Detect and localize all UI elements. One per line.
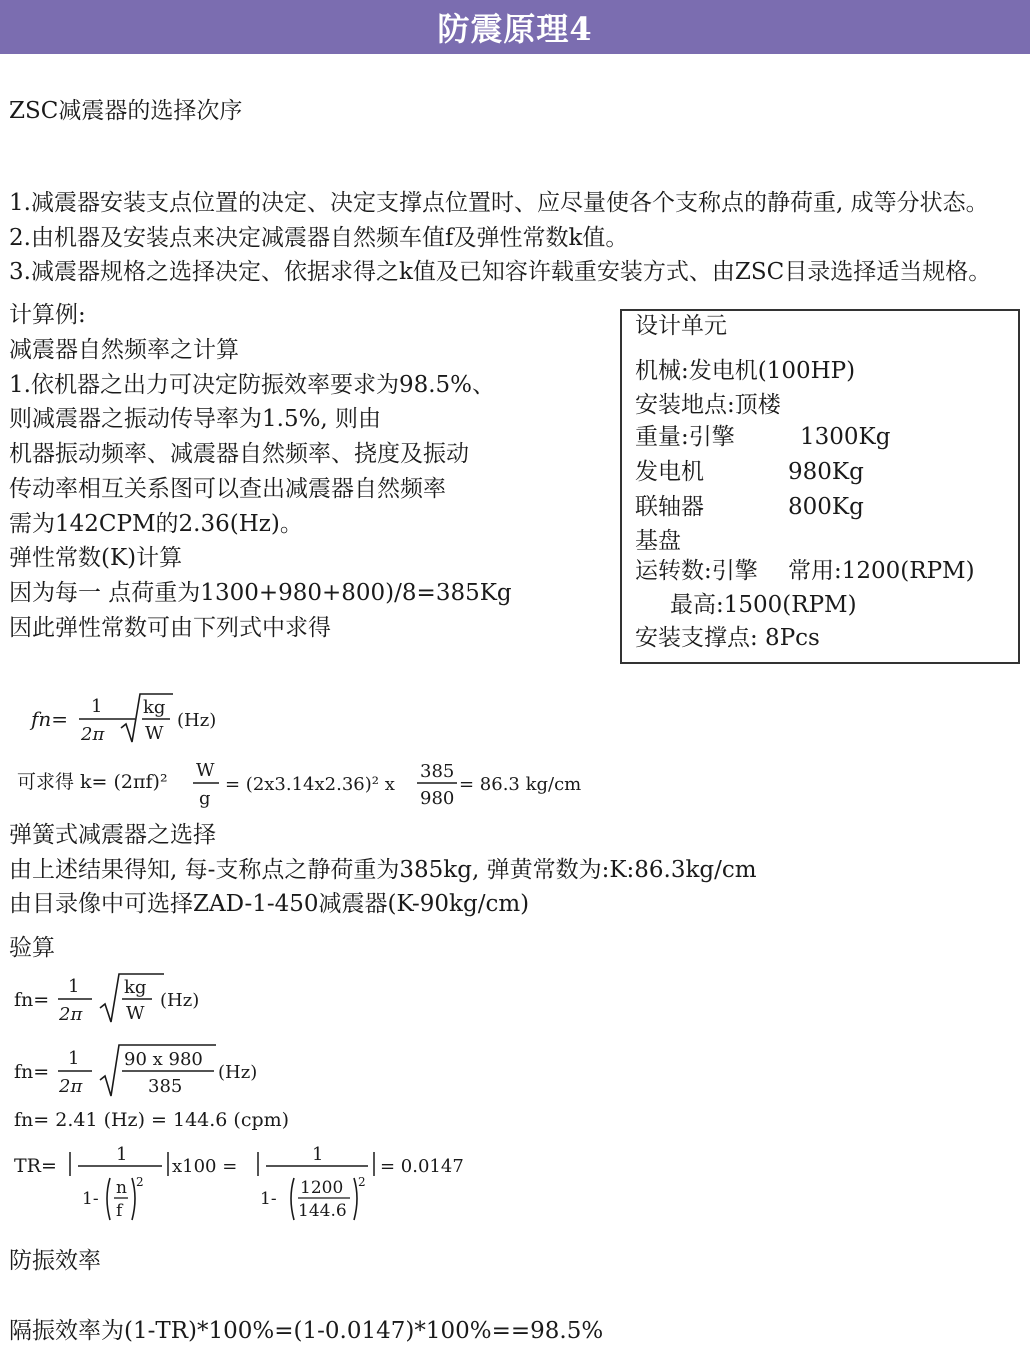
tr-sq-b: 2 <box>358 1175 366 1189</box>
design-coupling-label: 联轴器 <box>635 494 704 520</box>
verify-formula-2 <box>12 1040 312 1106</box>
calc-line: 减震器自然频率之计算 <box>9 337 239 363</box>
verify-f2-den: 2π <box>59 1076 83 1097</box>
tr-n: n <box>116 1178 127 1198</box>
tr-result: = 0.0147 <box>380 1156 464 1177</box>
design-weight-label: 重量:引擎 <box>635 424 735 450</box>
verify-tr-formula <box>12 1138 492 1234</box>
formula-spring-constant <box>15 752 615 816</box>
tr-one-b: 1 <box>312 1144 324 1165</box>
formula-den: 2π <box>81 724 105 745</box>
design-location: 安装地点:顶楼 <box>635 392 781 418</box>
design-coupling-value: 800Kg <box>788 494 864 520</box>
design-speed-normal: 常用:1200(RPM) <box>788 558 975 584</box>
formula-num: 1 <box>91 696 103 717</box>
design-generator-label: 发电机 <box>635 459 704 485</box>
verify-f2-num: 1 <box>68 1048 80 1069</box>
formula2-mid: = (2x3.14x2.36)² x <box>225 774 395 795</box>
calc-line: 传动率相互关系图可以查出减震器自然频率 <box>9 476 446 502</box>
verify-f2-unit: (Hz) <box>218 1062 258 1083</box>
verify-f1-den: 2π <box>59 1004 83 1025</box>
tr-b: 144.6 <box>298 1201 347 1221</box>
calc-line: 计算例: <box>9 302 86 328</box>
formula-lhs: fn= <box>31 707 69 731</box>
page-title: 防震原理4 <box>437 10 593 48</box>
calc-line: 弹性常数(K)计算 <box>9 545 183 571</box>
verify-f1-unit: (Hz) <box>160 990 200 1011</box>
verify-f1-lhs: fn= <box>14 989 50 1011</box>
verify-formula-3 <box>12 1104 332 1140</box>
formula2-num: 385 <box>420 761 455 782</box>
calc-line: 需为142CPM的2.36(Hz)。 <box>9 511 303 537</box>
calc-line: 机器振动频率、减震器自然频率、挠度及振动 <box>9 441 469 467</box>
tr-lhs: TR= <box>14 1155 57 1177</box>
tr-one-minus: 1- <box>82 1189 99 1209</box>
verify-f2-lhs: fn= <box>14 1061 50 1083</box>
design-support: 安装支撑点: 8Pcs <box>635 625 820 651</box>
calc-line: 则减震器之振动传导率为1.5%, 则由 <box>9 406 382 432</box>
design-weight-engine: 1300Kg <box>800 424 891 450</box>
formula2-result: = 86.3 kg/cm <box>459 774 582 795</box>
verify-f3: fn= 2.41 (Hz) = 144.6 (cpm) <box>14 1109 290 1131</box>
design-speed-label: 运转数:引擎 <box>635 558 758 584</box>
efficiency-heading: 防振效率 <box>9 1248 101 1274</box>
formula2-prefix: 可求得 k= (2πf)² <box>17 771 168 793</box>
efficiency-line: 隔振效率为(1-TR)*100%=(1-0.0147)*100%==98.5% <box>9 1318 604 1344</box>
formula-unit: (Hz) <box>177 710 217 731</box>
step-2: 2.由机器及安装点来决定减震器自然频车值f及弹性常数k值。 <box>9 225 629 251</box>
tr-f: f <box>116 1201 123 1221</box>
design-speed-max: 最高:1500(RPM) <box>670 592 857 618</box>
calc-line: 因此弹性常数可由下列式中求得 <box>9 615 331 641</box>
verify-f2-rad-den: 385 <box>148 1076 183 1097</box>
formula-rad-num: kg <box>143 697 166 718</box>
formula-rad-den: W <box>145 723 164 744</box>
verify-f1-rad-num: kg <box>124 977 147 998</box>
verify-formula-1 <box>12 968 252 1032</box>
formula2-frac-den: g <box>199 788 211 809</box>
verify-heading: 验算 <box>9 935 55 961</box>
tr-a: 1200 <box>300 1178 344 1198</box>
page-header <box>0 0 1030 54</box>
step-3: 3.减震器规格之选择决定、依据求得之k值及已知容许载重安装方式、由ZSC目录选择适当规格。 <box>9 259 992 285</box>
intro-heading: ZSC减震器的选择次序 <box>9 98 243 124</box>
calc-line: 因为每一 点荷重为1300+980+800)/8=385Kg <box>9 580 512 606</box>
spring-line-1: 由上述结果得知, 每-支称点之静荷重为385kg, 弹黄常数为:K:86.3kg/cm <box>9 857 757 883</box>
formula-natural-frequency <box>25 688 265 752</box>
formula2-frac-num: W <box>196 760 215 781</box>
tr-x100: x100 = <box>172 1156 238 1177</box>
tr-one: 1 <box>116 1144 128 1165</box>
design-generator-value: 980Kg <box>788 459 864 485</box>
design-box-title: 设计单元 <box>635 313 727 339</box>
calc-line: 1.依机器之出力可决定防振效率要求为98.5%、 <box>9 372 496 398</box>
spring-heading: 弹簧式减震器之选择 <box>9 822 216 848</box>
verify-f2-rad-num: 90 x 980 <box>124 1049 203 1070</box>
tr-sq: 2 <box>136 1175 144 1189</box>
design-unit-box <box>620 309 1020 664</box>
tr-one-minus-b: 1- <box>260 1189 277 1209</box>
step-1: 1.减震器安装支点位置的决定、决定支撑点位置时、应尽量使各个支称点的静荷重, 成等分状态。 <box>9 190 989 216</box>
verify-f1-rad-den: W <box>126 1003 145 1024</box>
design-base-label: 基盘 <box>635 528 681 554</box>
verify-f1-num: 1 <box>68 976 80 997</box>
design-machine: 机械:发电机(100HP) <box>635 358 856 384</box>
formula2-den: 980 <box>420 788 455 809</box>
spring-line-2: 由目录像中可选择ZAD-1-450减震器(K-90kg/cm) <box>9 891 530 917</box>
